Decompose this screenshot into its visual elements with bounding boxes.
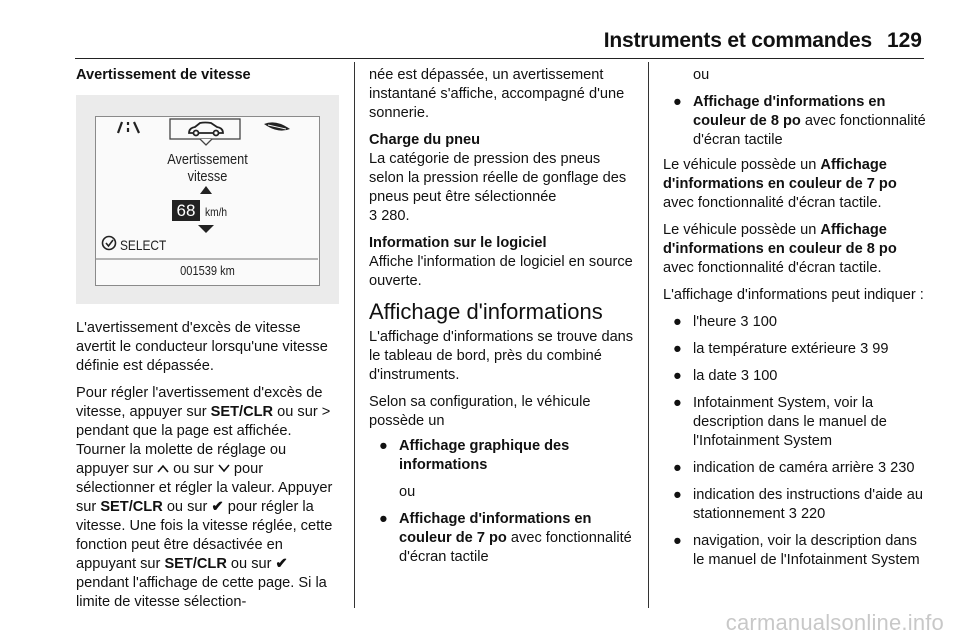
page-ref-arrow-icon: 3 <box>860 341 869 357</box>
or-separator-top: ou <box>693 67 710 83</box>
watermark: carmanualsonline.info <box>725 610 944 635</box>
bullet-icon: ● <box>673 314 682 330</box>
display-title-line2: vitesse <box>187 168 228 185</box>
list-item-text: l'heure <box>693 314 737 330</box>
section-heading-speed-warning: Avertissement de vitesse <box>76 67 251 83</box>
bullet-icon: ● <box>379 438 388 454</box>
arrow-down-icon <box>198 225 214 233</box>
list-item <box>663 340 927 359</box>
bullet-icon: ● <box>379 511 388 527</box>
column-1-text <box>76 319 342 620</box>
page-ref: 99 <box>872 341 889 357</box>
eco-leaf-icon <box>264 122 290 130</box>
list-item-text: indication des instructions d'aide au stationnement <box>693 487 923 522</box>
page-ref: 100 <box>752 314 777 330</box>
check-circle-icon <box>103 237 116 250</box>
bullet-icon: ● <box>673 460 682 476</box>
page-ref: 220 <box>800 506 826 522</box>
bullet-icon: ● <box>673 533 682 549</box>
page-ref-arrow-icon: 3 <box>877 460 887 476</box>
or-separator: ou <box>399 484 416 500</box>
list-item: ● Affichage d'informations en couleur de 8 po avec fonctionnalité d'écran tactile <box>673 94 926 148</box>
road-icon <box>118 122 139 133</box>
list-item <box>663 367 927 386</box>
check-icon: ✔ <box>211 499 224 515</box>
chevron-up-icon <box>157 460 169 479</box>
list-item-text: Infotainment System, voir la description dans le manuel de l'Infotainment System <box>693 395 887 449</box>
tab-pointer <box>200 139 212 145</box>
column-2 <box>369 66 635 575</box>
speed-value-box: 68 <box>172 200 200 221</box>
paragraph-info-display-location: L'affichage d'informations se trouve dans le tableau de bord, près du combiné d'instruments. <box>369 329 634 383</box>
bullet-icon: ● <box>673 395 682 411</box>
section-heading-software-info: Information sur le logiciel <box>369 235 547 251</box>
paragraph-tyre-load: La catégorie de pression des pneus selon la pression réelle de gonflage des pneus peut être sélectionnée 3 280. <box>369 151 627 224</box>
list-item-text: la date <box>693 368 737 384</box>
page-ref: 100 <box>753 368 778 384</box>
bullet-icon: ● <box>673 368 682 384</box>
paragraph-vehicle-7in: Le véhicule possède un Affichage d'informations en couleur de 7 po avec fonctionnalité d'écran tactile. <box>663 157 897 211</box>
paragraph-speed-warning-intro: L'avertissement d'excès de vitesse avertit le conducteur lorsqu'une vitesse définie est dépassée. <box>76 320 328 374</box>
header-rule <box>75 58 924 59</box>
chevron-down-icon <box>218 460 230 479</box>
display-type-list-2 <box>369 510 635 567</box>
list-item <box>663 486 927 524</box>
bullet-icon: ● <box>673 94 682 110</box>
list-item-text: la température extérieure <box>693 341 857 357</box>
section-title-info-display: Affichage d'informations <box>369 299 603 324</box>
paragraph-vehicle-8in: Le véhicule possède un Affichage d'informations en couleur de 8 po avec fonctionnalité d'écran tactile. <box>663 222 897 276</box>
arrow-up-icon <box>200 186 212 194</box>
bullet-icon: ● <box>673 341 682 357</box>
paragraph-can-show: L'affichage d'informations peut indiquer : <box>663 287 924 303</box>
car-icon <box>189 123 223 136</box>
odometer-readout: 001539 km <box>180 263 235 278</box>
paragraph-software-info: Affiche l'information de logiciel en source ouverte. <box>369 254 633 289</box>
paragraph-speed-warning-setup: Pour régler l'avertissement d'excès de vitesse, appuyer sur SET/CLR ou sur > pendant que la page est affichée. Tourner la molette de réglage ou appuyer sur ou sur pour sélectionner et régler la valeur. Appuyer sur SET/CLR ou sur ✔ pour régler la vitesse. Une fois la vitesse réglée, cette fonction peut être désactivée en appuyant sur SET/CLR ou sur ✔ pendant l'affichage de cette page. Si la limite de vitesse sélection- <box>76 385 333 610</box>
speed-unit: km/h <box>205 205 228 219</box>
select-label: SELECT <box>120 237 167 253</box>
info-items-list <box>663 313 927 570</box>
list-item-text: navigation, voir la description dans le manuel de l'Infotainment System <box>693 533 920 568</box>
list-item-text: indication de caméra arrière <box>693 460 874 476</box>
page-ref-arrow-icon: 3 <box>740 368 750 384</box>
list-item <box>663 532 927 570</box>
header-title: Instruments et commandes <box>603 29 872 52</box>
chevron-right-icon: > <box>321 404 331 420</box>
list-item: ● Affichage d'informations en couleur de 7 po avec fonctionnalité d'écran tactile <box>379 511 632 565</box>
speed-warning-display-illustration <box>76 95 339 304</box>
paragraph-config: Selon sa configuration, le véhicule possède un <box>369 394 591 429</box>
display-screen <box>95 116 320 286</box>
list-item <box>663 394 927 451</box>
paragraph-speed-warning-continued: née est dépassée, un avertissement instantané s'affiche, accompagné d'une sonnerie. <box>369 67 625 121</box>
column-divider-2 <box>648 62 649 608</box>
bullet-icon: ● <box>673 487 682 503</box>
page-number: 129 <box>886 29 922 52</box>
section-heading-tyre-load: Charge du pneu <box>369 132 481 148</box>
display-type-list <box>369 437 635 475</box>
column-1 <box>76 66 342 85</box>
list-item <box>663 313 927 332</box>
display-title-line1: Avertissement <box>167 151 248 168</box>
page-ref-arrow-icon: 3 <box>788 506 797 522</box>
column-3 <box>663 66 927 578</box>
page-ref-arrow-icon: 3 <box>369 208 378 224</box>
display-type-list-3 <box>663 93 927 150</box>
display-graphics <box>96 117 318 284</box>
list-item <box>663 459 927 478</box>
page-ref-arrow-icon: 3 <box>740 314 749 330</box>
display-title <box>113 151 303 185</box>
list-item: ● Affichage graphique des informations <box>379 438 570 473</box>
check-icon-2: ✔ <box>275 556 288 572</box>
column-divider-1 <box>354 62 355 608</box>
page-ref: 230 <box>890 460 915 476</box>
